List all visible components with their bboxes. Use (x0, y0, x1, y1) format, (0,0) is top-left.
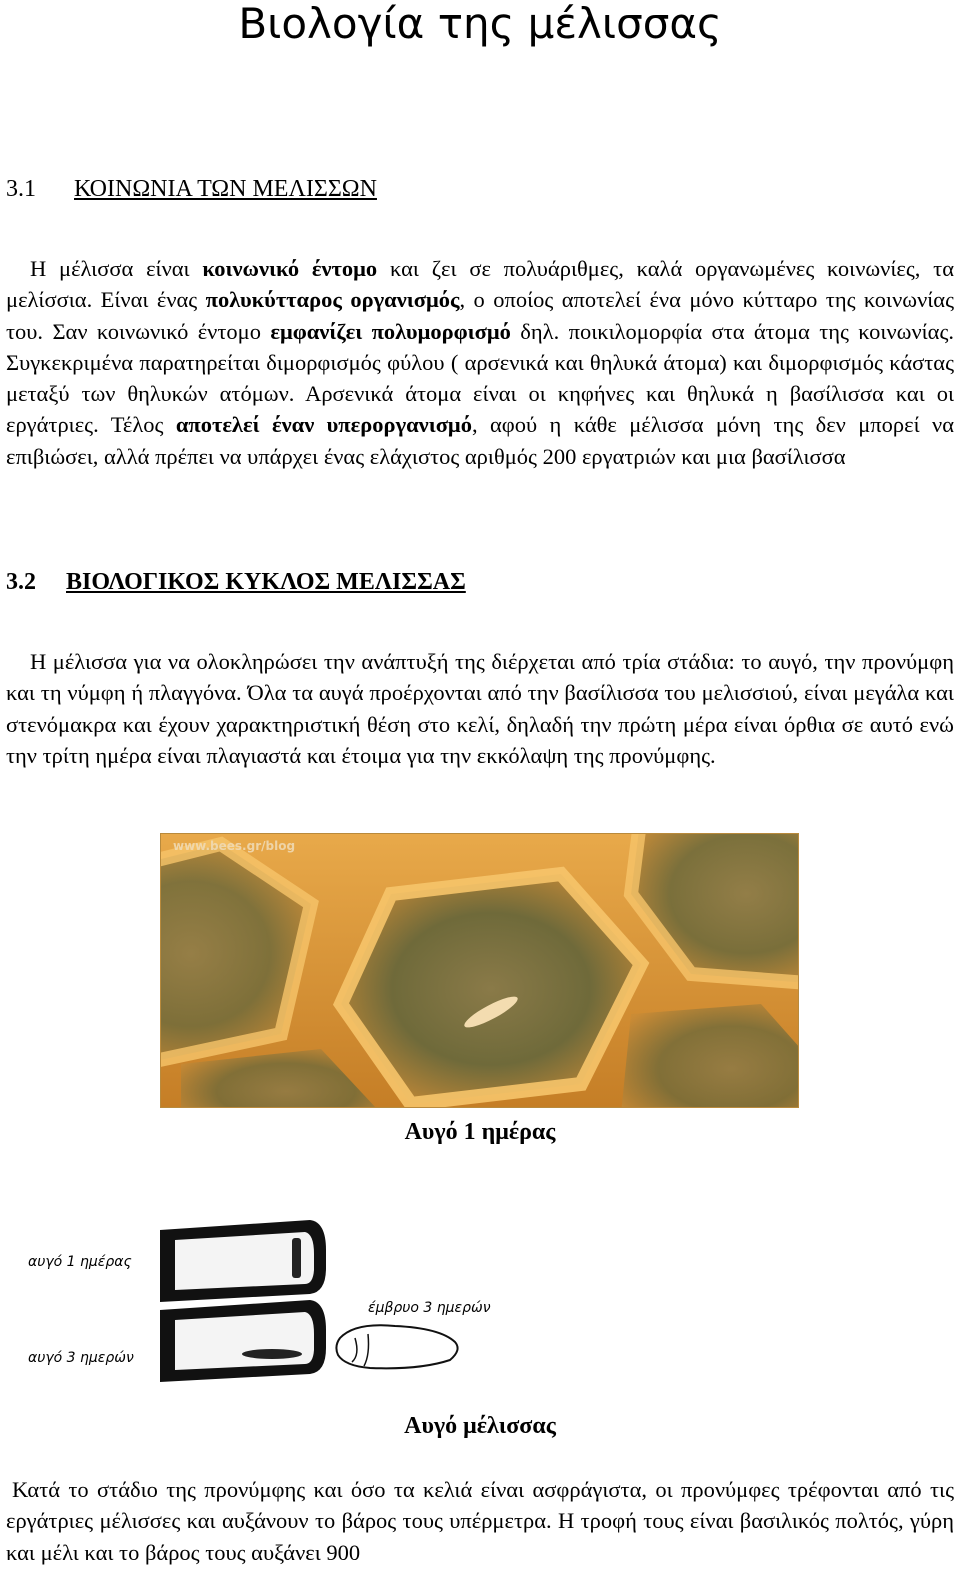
bold-term: πολυκύτταρος οργανισμός (205, 287, 460, 313)
honeycomb-image (161, 834, 798, 1107)
page-title: Βιολογία της μέλισσας (238, 0, 722, 48)
text-run: , αφού η κάθε μέλισσα μόνη της δεν μπορεί να επιβιώσει, αλλά πρέπει να υπάρχει ένας ελάχιστος αριθμός 200 εργατριών και μια βασίλισσα (6, 412, 955, 469)
section-heading-3-1 (6, 176, 377, 203)
section-title: ΒΙΟΛΟΓΙΚΟΣ ΚΥΚΛΟΣ ΜΕΛΙΣΣΑΣ (66, 569, 466, 595)
cell-day3-icon (160, 1300, 326, 1382)
figure-caption: Αυγό 1 ημέρας (404, 1119, 556, 1145)
egg-diagram (10, 1210, 530, 1410)
cell-day1-icon (160, 1220, 326, 1302)
paragraph-society (6, 253, 954, 472)
photo-watermark: www.bees.gr/blog (173, 839, 296, 853)
section-number: 3.2 (6, 569, 36, 595)
honeycomb-photo (160, 833, 799, 1108)
section-heading-3-2 (6, 569, 466, 596)
bold-term: κοινωνικό έντομο (202, 256, 378, 281)
paragraph-life-cycle: Η μέλισσα για να ολοκληρώσει την ανάπτυξή της διέρχεται από τρία στάδια: το αυγό, την προνύμφη και τη νύμφη ή πλαγγόνα. Όλα τα αυγά προέρχονται από την βασίλισσα του μελισσιού, είναι μεγάλα και στενόμακρα και έχουν χαρακτηριστική θέση στο κελί, δηλαδή την πρώτη μέρα είναι όρθια σε αυτό ενώ την τρίτη ημέρα είναι πλαγιαστά και έτοιμα για την εκκόλαψη της προνύμφης. (6, 649, 954, 768)
section-number: 3.1 (6, 176, 36, 202)
label-embryo-day3: έμβρυο 3 ημερών (368, 1300, 491, 1316)
embryo-icon (336, 1325, 457, 1368)
bold-term: αποτελεί έναν υπεροργανισμό (175, 412, 472, 438)
paragraph-larva: Κατά το στάδιο της προνύμφης και όσο τα κελιά είναι ασφράγιστα, οι προνύμφες τρέφονται από τις εργάτριες μέλισσες και αυξάνουν το βάρος τους υπέρμετρα. Η τροφή τους είναι βασιλικός πολτός, γύρη και μέλι και το βάρος τους αυξάνει 900 (6, 1477, 954, 1565)
text-run: δηλ. ποικιλομορφία στα άτομα της κοινωνίας. Συγκεκριμένα παρατηρείται διμορφισμός φύλου ( αρσενικά και θηλυκά άτομα) και διμορφισμός κάστας μεταξύ των θηλυκών ατόμων. Αρσενικά άτομα είναι οι κηφήνες και θηλυκά η βασίλισσα και οι εργάτριες. Τέλος (6, 318, 954, 438)
section-title: ΚΟΙΝΩΝΙΑ ΤΩΝ ΜΕΛΙΣΣΩΝ (74, 176, 377, 202)
text-run: και ζει σε πολυάριθμες, καλά οργανωμένες κοινωνίες, τα μελίσσια. Είναι ένας (6, 256, 955, 313)
label-egg-day1: αυγό 1 ημέρας (28, 1254, 132, 1270)
text-run: , ο οποίος αποτελεί ένα μόνο κύτταρο της κοινωνίας του. Σαν κοινωνικό έντομο (6, 287, 954, 344)
bold-term: εμφανίζει πολυμορφισμό (270, 318, 511, 344)
text-run: Η μέλισσα είναι (30, 256, 203, 281)
figure-caption: Αυγό μέλισσας (404, 1413, 556, 1439)
label-egg-day3: αυγό 3 ημερών (28, 1350, 134, 1366)
